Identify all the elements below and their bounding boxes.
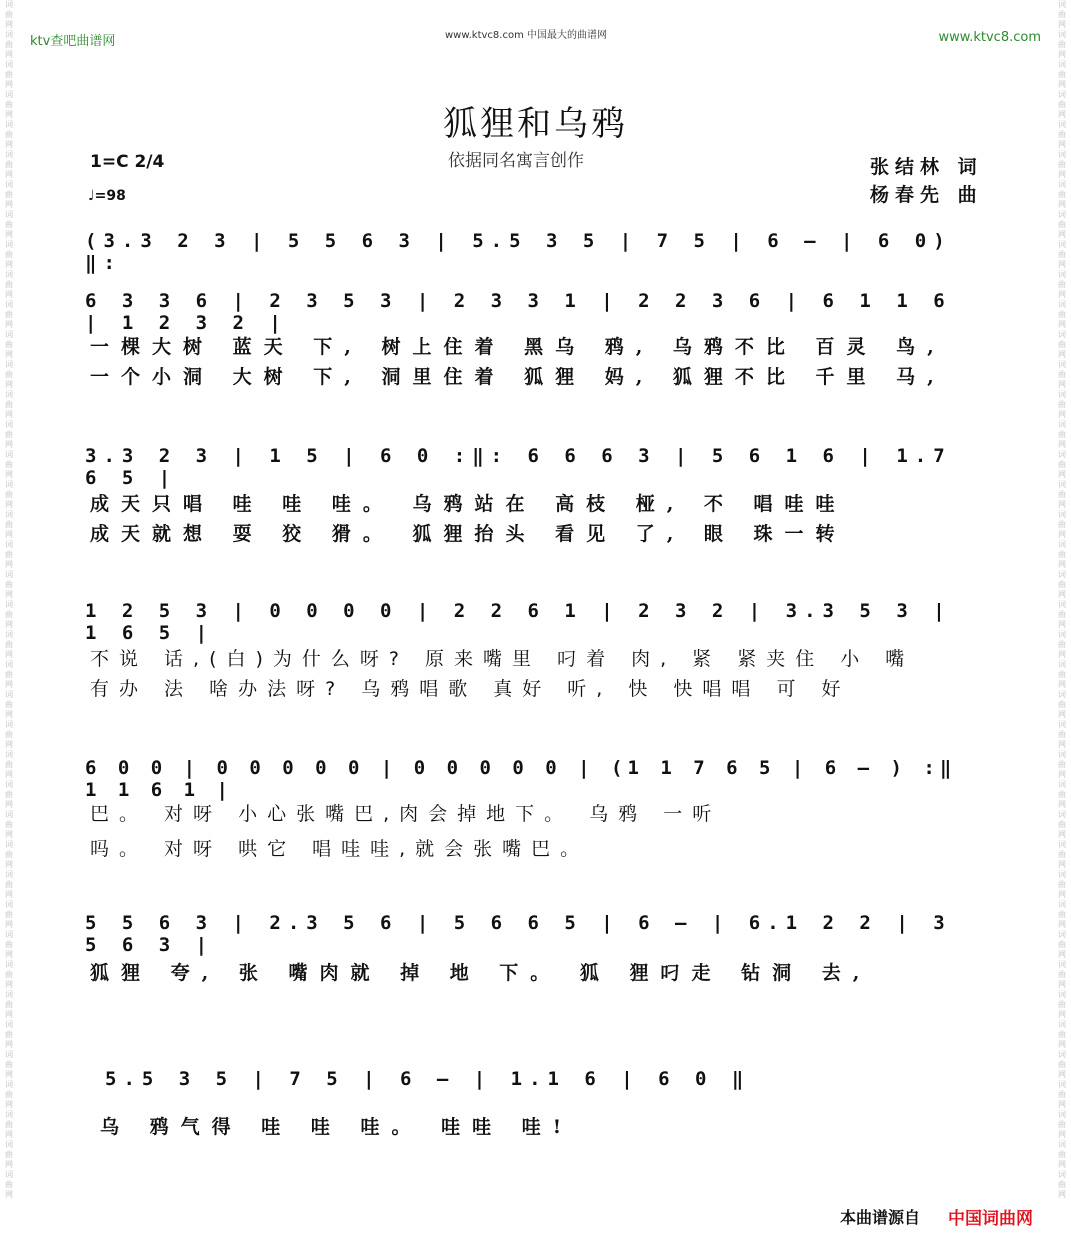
watermark-char: 曲 [1058, 400, 1066, 409]
watermark-char: 曲 [5, 190, 13, 199]
watermark-char: 网 [1058, 1160, 1066, 1169]
watermark-char: 网 [5, 440, 13, 449]
watermark-char: 词 [1058, 720, 1066, 729]
song-title: 狐狸和乌鸦 [443, 104, 628, 144]
watermark-char: 网 [1058, 140, 1066, 149]
watermark-char: 曲 [1058, 490, 1066, 499]
watermark-char: 网 [5, 200, 13, 209]
watermark-char: 曲 [1058, 130, 1066, 139]
watermark-char: 词 [5, 930, 13, 939]
header-right-site[interactable]: www.ktvc8.com [938, 30, 1041, 45]
watermark-char: 网 [1058, 890, 1066, 899]
watermark-char: 网 [1058, 800, 1066, 809]
watermark-char: 网 [5, 80, 13, 89]
notes-line-1: (3.3 2 3 | 5 5 6 3 | 5.5 3 5 | 7 5 | 6 – | 6 0) ‖: [85, 230, 952, 274]
watermark-char: 曲 [1058, 430, 1066, 439]
watermark-char: 词 [1058, 1020, 1066, 1029]
watermark-char: 曲 [1058, 1090, 1066, 1099]
watermark-char: 网 [5, 170, 13, 179]
watermark-char: 网 [5, 350, 13, 359]
watermark-char: 曲 [5, 610, 13, 619]
watermark-char: 网 [1058, 20, 1066, 29]
watermark-char: 网 [1058, 320, 1066, 329]
watermark-char: 网 [1058, 440, 1066, 449]
watermark-char: 网 [1058, 620, 1066, 629]
watermark-char: 网 [1058, 740, 1066, 749]
watermark-char: 词 [1058, 900, 1066, 909]
watermark-char: 词 [1058, 450, 1066, 459]
watermark-char: 网 [5, 140, 13, 149]
watermark-char: 网 [5, 290, 13, 299]
watermark-char: 曲 [5, 1150, 13, 1159]
watermark-char: 词 [1058, 30, 1066, 39]
lyrics-line-5-verse-2: 吗。 对呀 哄它 唱哇哇,就会张嘴巴。 [90, 838, 590, 860]
watermark-char: 曲 [5, 1120, 13, 1129]
lyrics-line-5-verse-1: 巴。 对呀 小心张嘴巴,肉会掉地下。 乌鸦 一听 [90, 803, 722, 825]
watermark-char: 词 [5, 720, 13, 729]
watermark-char: 词 [5, 150, 13, 159]
watermark-char: 曲 [5, 580, 13, 589]
watermark-char: 曲 [1058, 40, 1066, 49]
watermark-char: 词 [1058, 780, 1066, 789]
watermark-char: 曲 [5, 10, 13, 19]
watermark-char: 词 [5, 1140, 13, 1149]
watermark-char: 曲 [5, 1090, 13, 1099]
watermark-char: 词 [5, 450, 13, 459]
watermark-char: 曲 [1058, 100, 1066, 109]
watermark-char: 词 [1058, 300, 1066, 309]
watermark-char: 网 [5, 1010, 13, 1019]
watermark-char: 网 [1058, 290, 1066, 299]
watermark-char: 词 [1058, 360, 1066, 369]
lyrics-line-4-verse-2: 有办 法 啥办法呀? 乌鸦唱歌 真好 听, 快 快唱唱 可 好 [90, 678, 851, 700]
watermark-char: 曲 [5, 850, 13, 859]
watermark-char: 词 [5, 780, 13, 789]
watermark-char: 词 [5, 210, 13, 219]
notes-line-4: 1 2 5 3 | 0 0 0 0 | 2 2 6 1 | 2 3 2 | 3.3 5 3 | 1 6 5 | [85, 600, 952, 644]
lyricist-credit: 张结林 词 [870, 156, 983, 178]
watermark-char: 曲 [1058, 790, 1066, 799]
watermark-char: 词 [5, 870, 13, 879]
watermark-char: 词 [5, 660, 13, 669]
lyrics-line-3-verse-2: 成天就想 耍 狡 猾。 狐狸抬头 看见 了, 眼 珠一转 [90, 523, 847, 545]
watermark-char: 曲 [5, 970, 13, 979]
watermark-char: 曲 [1058, 580, 1066, 589]
watermark-char: 曲 [5, 250, 13, 259]
watermark-char: 网 [5, 1190, 13, 1199]
watermark-char: 词 [5, 690, 13, 699]
watermark-char: 词 [5, 840, 13, 849]
header-center-site[interactable]: www.ktvc8.com 中国最大的曲谱网 [445, 30, 608, 41]
watermark-char: 网 [1058, 1010, 1066, 1019]
watermark-char: 词 [1058, 1170, 1066, 1179]
watermark-char: 网 [5, 470, 13, 479]
watermark-char: 词 [1058, 600, 1066, 609]
watermark-char: 网 [5, 500, 13, 509]
watermark-char: 词 [5, 120, 13, 129]
watermark-char: 网 [5, 1040, 13, 1049]
watermark-char: 曲 [1058, 310, 1066, 319]
watermark-char: 网 [1058, 170, 1066, 179]
watermark-char: 网 [1058, 1130, 1066, 1139]
watermark-char: 网 [1058, 500, 1066, 509]
watermark-char: 词 [5, 900, 13, 909]
watermark-char: 网 [1058, 1040, 1066, 1049]
watermark-char: 网 [5, 920, 13, 929]
watermark-char: 网 [5, 830, 13, 839]
watermark-char: 词 [5, 990, 13, 999]
watermark-char: 网 [1058, 980, 1066, 989]
watermark-char: 曲 [5, 130, 13, 139]
watermark-char: 词 [5, 960, 13, 969]
watermark-char: 词 [1058, 990, 1066, 999]
watermark-char: 词 [1058, 660, 1066, 669]
watermark-char: 网 [5, 770, 13, 779]
watermark-char: 曲 [5, 910, 13, 919]
watermark-char: 网 [5, 710, 13, 719]
watermark-char: 词 [5, 390, 13, 399]
watermark-char: 网 [5, 980, 13, 989]
watermark-char: 网 [1058, 920, 1066, 929]
watermark-char: 词 [5, 750, 13, 759]
watermark-char: 曲 [1058, 250, 1066, 259]
watermark-char: 网 [5, 860, 13, 869]
watermark-char: 网 [5, 110, 13, 119]
watermark-char: 网 [1058, 350, 1066, 359]
watermark-char: 网 [5, 380, 13, 389]
watermark-char: 网 [5, 740, 13, 749]
watermark-char: 曲 [1058, 1180, 1066, 1189]
watermark-char: 词 [1058, 930, 1066, 939]
footer-source-label: 本曲谱源自 [840, 1208, 921, 1227]
footer-brand-link[interactable]: 中国词曲网 [948, 1209, 1033, 1229]
watermark-char: 网 [5, 680, 13, 689]
watermark-char: 网 [1058, 950, 1066, 959]
watermark-char: 词 [1058, 0, 1066, 9]
watermark-char: 词 [5, 510, 13, 519]
watermark-char: 曲 [1058, 850, 1066, 859]
watermark-char: 词 [5, 810, 13, 819]
watermark-char: 词 [5, 240, 13, 249]
watermark-char: 词 [1058, 810, 1066, 819]
watermark-char: 曲 [5, 400, 13, 409]
watermark-char: 网 [5, 530, 13, 539]
watermark-char: 网 [1058, 770, 1066, 779]
watermark-char: 曲 [1058, 1150, 1066, 1159]
watermark-char: 曲 [1058, 1030, 1066, 1039]
watermark-char: 词 [1058, 1140, 1066, 1149]
watermark-char: 词 [5, 1020, 13, 1029]
watermark-char: 词 [5, 270, 13, 279]
watermark-char: 词 [1058, 330, 1066, 339]
watermark-char: 网 [5, 1160, 13, 1169]
watermark-char: 曲 [1058, 280, 1066, 289]
watermark-char: 网 [5, 1130, 13, 1139]
watermark-char: 曲 [1058, 730, 1066, 739]
watermark-char: 词 [1058, 570, 1066, 579]
watermark-char: 曲 [1058, 760, 1066, 769]
watermark-char: 词 [1058, 1080, 1066, 1089]
watermark-char: 曲 [5, 940, 13, 949]
watermark-char: 网 [1058, 410, 1066, 419]
watermark-char: 曲 [1058, 880, 1066, 889]
watermark-char: 词 [5, 480, 13, 489]
watermark-char: 网 [5, 320, 13, 329]
watermark-char: 曲 [5, 160, 13, 169]
watermark-char: 词 [5, 1110, 13, 1119]
watermark-char: 网 [1058, 470, 1066, 479]
watermark-char: 词 [5, 1170, 13, 1179]
watermark-char: 曲 [1058, 940, 1066, 949]
watermark-char: 曲 [1058, 1060, 1066, 1069]
notes-line-3: 3.3 2 3 | 1 5 | 6 0 :‖: 6 6 6 3 | 5 6 1 6 | 1.7 6 5 | [85, 445, 952, 489]
watermark-char: 曲 [5, 280, 13, 289]
watermark-char: 词 [5, 540, 13, 549]
watermark-char: 网 [1058, 1190, 1066, 1199]
watermark-char: 曲 [5, 1060, 13, 1069]
watermark-char: 词 [1058, 630, 1066, 639]
watermark-char: 词 [1058, 180, 1066, 189]
watermark-char: 词 [5, 30, 13, 39]
header-left-site[interactable]: ktv查吧曲谱网 [30, 34, 116, 49]
watermark-char: 词 [1058, 1110, 1066, 1119]
watermark-char: 曲 [5, 40, 13, 49]
watermark-char: 网 [5, 890, 13, 899]
watermark-char: 曲 [1058, 220, 1066, 229]
watermark-char: 曲 [1058, 10, 1066, 19]
key-signature: 1=C 2/4 [90, 152, 165, 172]
lyrics-line-7: 乌 鸦气得 哇 哇 哇。 哇哇 哇! [100, 1116, 574, 1138]
notes-line-6: 5 5 6 3 | 2.3 5 6 | 5 6 6 5 | 6 – | 6.1 2 2 | 3 5 6 3 | [85, 912, 952, 956]
watermark-char: 词 [5, 0, 13, 9]
watermark-char: 曲 [5, 490, 13, 499]
watermark-char: 曲 [5, 1180, 13, 1189]
watermark-char: 词 [1058, 270, 1066, 279]
song-subtitle: 依据同名寓言创作 [448, 151, 584, 171]
watermark-char: 网 [1058, 1100, 1066, 1109]
watermark-char: 网 [1058, 230, 1066, 239]
watermark-char: 网 [1058, 680, 1066, 689]
watermark-char: 网 [5, 590, 13, 599]
watermark-char: 网 [5, 50, 13, 59]
watermark-char: 曲 [5, 550, 13, 559]
watermark-char: 词 [1058, 480, 1066, 489]
watermark-char: 曲 [1058, 370, 1066, 379]
watermark-char: 曲 [1058, 670, 1066, 679]
watermark-char: 词 [1058, 210, 1066, 219]
watermark-char: 词 [5, 570, 13, 579]
watermark-char: 曲 [1058, 820, 1066, 829]
watermark-char: 曲 [1058, 550, 1066, 559]
right-watermark-strip [1053, 0, 1071, 1253]
watermark-char: 网 [1058, 560, 1066, 569]
watermark-char: 词 [5, 600, 13, 609]
watermark-char: 曲 [1058, 970, 1066, 979]
watermark-char: 网 [5, 410, 13, 419]
watermark-char: 网 [5, 1070, 13, 1079]
watermark-char: 词 [1058, 420, 1066, 429]
watermark-char: 网 [1058, 710, 1066, 719]
watermark-char: 词 [1058, 240, 1066, 249]
watermark-char: 曲 [5, 820, 13, 829]
notes-line-2: 6 3 3 6 | 2 3 5 3 | 2 3 3 1 | 2 2 3 6 | 6 1 1 6 | 1 2 3 2 | [85, 290, 952, 334]
watermark-char: 网 [5, 950, 13, 959]
watermark-char: 词 [1058, 510, 1066, 519]
watermark-char: 词 [1058, 870, 1066, 879]
watermark-char: 曲 [1058, 1120, 1066, 1129]
lyrics-line-2-verse-2: 一个小洞 大树 下, 洞里住着 狐狸 妈, 狐狸不比 千里 马, [90, 366, 946, 388]
watermark-char: 曲 [5, 520, 13, 529]
watermark-char: 网 [5, 800, 13, 809]
notes-line-7: 5.5 3 5 | 7 5 | 6 – | 1.1 6 | 6 0 ‖ [105, 1068, 751, 1090]
watermark-char: 词 [1058, 840, 1066, 849]
watermark-char: 曲 [1058, 610, 1066, 619]
watermark-char: 词 [5, 330, 13, 339]
watermark-char: 词 [1058, 390, 1066, 399]
watermark-char: 网 [1058, 590, 1066, 599]
watermark-char: 曲 [5, 370, 13, 379]
watermark-char: 词 [5, 90, 13, 99]
lyrics-line-6: 狐狸 夸, 张 嘴肉就 掉 地 下。 狐 狸叼走 钻洞 去, [90, 962, 872, 984]
notes-line-5: 6 0 0 | 0 0 0 0 0 | 0 0 0 0 0 | (1 1 7 6 5 | 6 – ) :‖ 1 1 6 1 | [85, 757, 957, 801]
watermark-char: 网 [1058, 830, 1066, 839]
watermark-char: 词 [1058, 540, 1066, 549]
composer-credit: 杨春先 曲 [870, 184, 983, 206]
lyrics-line-2-verse-1: 一棵大树 蓝天 下, 树上住着 黑乌 鸦, 乌鸦不比 百灵 鸟, [90, 336, 946, 358]
watermark-char: 曲 [5, 430, 13, 439]
watermark-char: 网 [5, 650, 13, 659]
watermark-char: 曲 [1058, 1000, 1066, 1009]
watermark-char: 曲 [5, 220, 13, 229]
watermark-char: 曲 [5, 880, 13, 889]
watermark-char: 网 [1058, 200, 1066, 209]
watermark-char: 曲 [5, 730, 13, 739]
lyrics-line-4-verse-1: 不说 话,(白)为什么呀? 原来嘴里 叼着 肉, 紧 紧夹住 小 嘴 [90, 648, 915, 670]
watermark-char: 词 [5, 300, 13, 309]
watermark-char: 网 [1058, 530, 1066, 539]
watermark-char: 网 [1058, 260, 1066, 269]
watermark-char: 词 [5, 180, 13, 189]
watermark-char: 曲 [1058, 70, 1066, 79]
watermark-char: 曲 [1058, 340, 1066, 349]
watermark-char: 词 [5, 630, 13, 639]
watermark-char: 曲 [5, 640, 13, 649]
watermark-char: 词 [1058, 750, 1066, 759]
watermark-char: 网 [5, 20, 13, 29]
watermark-char: 网 [5, 560, 13, 569]
watermark-char: 曲 [1058, 520, 1066, 529]
watermark-char: 曲 [1058, 160, 1066, 169]
watermark-char: 曲 [5, 1000, 13, 1009]
lyrics-line-3-verse-1: 成天只唱 哇 哇 哇。 乌鸦站在 高枝 桠, 不 唱哇哇 [90, 493, 847, 515]
watermark-char: 词 [1058, 90, 1066, 99]
watermark-char: 曲 [5, 340, 13, 349]
watermark-char: 曲 [5, 790, 13, 799]
watermark-char: 曲 [1058, 640, 1066, 649]
watermark-char: 词 [1058, 60, 1066, 69]
watermark-char: 曲 [5, 460, 13, 469]
watermark-char: 网 [5, 260, 13, 269]
watermark-char: 曲 [5, 760, 13, 769]
watermark-char: 曲 [5, 1030, 13, 1039]
tempo-mark: ♩=98 [88, 188, 126, 204]
watermark-char: 词 [1058, 690, 1066, 699]
watermark-char: 网 [1058, 860, 1066, 869]
watermark-char: 网 [1058, 650, 1066, 659]
watermark-char: 词 [5, 1050, 13, 1059]
watermark-char: 曲 [5, 700, 13, 709]
watermark-char: 词 [5, 60, 13, 69]
watermark-char: 曲 [5, 670, 13, 679]
watermark-char: 网 [5, 230, 13, 239]
watermark-char: 曲 [1058, 700, 1066, 709]
watermark-char: 网 [1058, 110, 1066, 119]
watermark-char: 曲 [5, 310, 13, 319]
watermark-char: 词 [1058, 120, 1066, 129]
watermark-char: 网 [1058, 1070, 1066, 1079]
watermark-char: 网 [5, 620, 13, 629]
watermark-char: 曲 [5, 100, 13, 109]
watermark-char: 词 [1058, 1050, 1066, 1059]
watermark-char: 曲 [1058, 460, 1066, 469]
watermark-char: 词 [1058, 960, 1066, 969]
watermark-char: 网 [1058, 380, 1066, 389]
left-watermark-strip [0, 0, 18, 1253]
watermark-char: 曲 [1058, 190, 1066, 199]
watermark-char: 词 [5, 420, 13, 429]
watermark-char: 词 [5, 1080, 13, 1089]
watermark-char: 网 [5, 1100, 13, 1109]
watermark-char: 网 [1058, 50, 1066, 59]
watermark-char: 网 [1058, 80, 1066, 89]
watermark-char: 词 [5, 360, 13, 369]
watermark-char: 词 [1058, 150, 1066, 159]
watermark-char: 曲 [5, 70, 13, 79]
watermark-char: 曲 [1058, 910, 1066, 919]
